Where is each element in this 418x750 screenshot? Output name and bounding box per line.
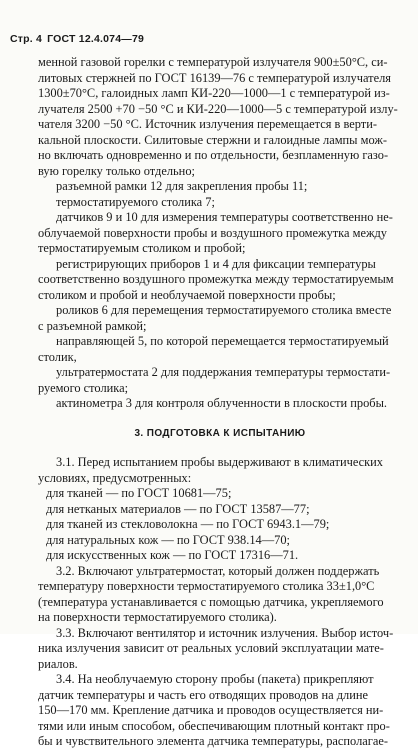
text-line: менной газовой горелки с температурой излучателя 900±50°С, си-: [38, 55, 388, 69]
text-line: риалов.: [38, 656, 78, 671]
text-line: облучаемой поверхности пробы и воздушного промежутка между: [38, 225, 388, 240]
list-item: регистрирующих приборов 1 и 4 для фиксации температуры: [56, 256, 376, 271]
list-item: актинометра 3 для контроля облученности в плоскости пробы.: [56, 396, 388, 410]
text-line: столик,: [38, 349, 77, 364]
list-item: ультратермостата 2 для поддержания температуры термостати-: [56, 365, 391, 379]
text-line: 1300±70°С, галоидных ламп КИ-220—1000—1 с температурой из-: [38, 86, 390, 100]
text-line: условиях, предусмотренных:: [38, 470, 192, 485]
list-item: для натуральных кож — по ГОСТ 938.14—70;: [46, 532, 290, 547]
list-item: датчиков 9 и 10 для измерения температуры соответственно не-: [56, 210, 393, 224]
paragraph-start: 3.4. На необлучаемую сторону пробы (пакета) прикрепляют: [56, 672, 374, 686]
text-line: руемого столика;: [38, 380, 129, 395]
text-line: температуру поверхности термостатируемого столика 33±1,0°С: [38, 579, 375, 593]
body-text: [38, 55, 402, 750]
text-line: термостатируемым столиком и пробой;: [38, 241, 246, 255]
list-item: роликов 6 для перемещения термостатируемого столика вместе: [56, 303, 392, 317]
text-line: кальной плоскости. Силитовые стержни и галоидные лампы мож-: [38, 132, 388, 147]
text-line: лучателя 2500 +70 −50 °С и КИ-220—1000—5 с температурой излу-: [38, 101, 398, 116]
list-item: для тканей — по ГОСТ 10681—75;: [46, 486, 232, 500]
paragraph-start: 3.1. Перед испытанием пробы выдерживают в климатических: [56, 455, 383, 469]
text-line: тями или иным способом, обеспечивающим плотный контакт про-: [38, 718, 390, 733]
text-line: литовых стержней по ГОСТ 16139—76 с температурой излучателя: [38, 70, 391, 85]
list-item: для тканей из стекловолокна — по ГОСТ 6943.1—79;: [46, 517, 330, 531]
standard-number: ГОСТ 12.4.074—79: [47, 33, 145, 45]
text-line: вую горелку только отдельно;: [38, 163, 195, 178]
list-item: термостатируемого столика 7;: [56, 194, 215, 209]
text-line: (температура устанавливается с помощью датчика, укрепляемого: [38, 594, 384, 609]
paragraph-start: 3.2. Включают ультратермостат, который должен поддержать: [56, 563, 380, 578]
text-line: на поверхности термостатируемого столика).: [38, 610, 277, 624]
section-title: 3. ПОДГОТОВКА К ИСПЫТАНИЮ: [134, 427, 306, 439]
text-line: 150—170 мм. Крепление датчика и проводов осуществляется ни-: [38, 703, 384, 717]
list-item: для нетканых материалов — по ГОСТ 13587—77;: [46, 501, 310, 516]
text-line: но включать одновременно и по отдельности, безпламенную газо-: [38, 148, 389, 162]
text-line: ника излучения зависит от реальных условий эксплуатации мате-: [38, 641, 384, 655]
text-line: бы и чувствительного элемента датчика температуры, располагае-: [38, 734, 388, 748]
text-line: с разъемной рамкой;: [38, 318, 147, 333]
text-line: столиком и пробой и необлучаемой поверхности пробы;: [38, 287, 336, 302]
text-line: датчик температуры и часть его отводящих проводов на длине: [38, 687, 368, 702]
list-item: направляющей 5, по которой перемещается термостатируемый: [56, 334, 389, 348]
list-item: разъемной рамки 12 для закрепления пробы 11;: [56, 179, 308, 193]
text-line: чателя 3200 −50 °С. Источник излучения перемещается в верти-: [38, 117, 377, 131]
page-number: Стр. 4: [10, 33, 43, 45]
text-line: соответственно воздушного промежутка между термостатируемым: [38, 272, 394, 286]
page-header: [10, 33, 144, 45]
list-item: для искусственных кож — по ГОСТ 17316—71.: [46, 548, 299, 562]
paragraph-start: 3.3. Включают вентилятор и источник излучения. Выбор источ-: [56, 625, 394, 640]
